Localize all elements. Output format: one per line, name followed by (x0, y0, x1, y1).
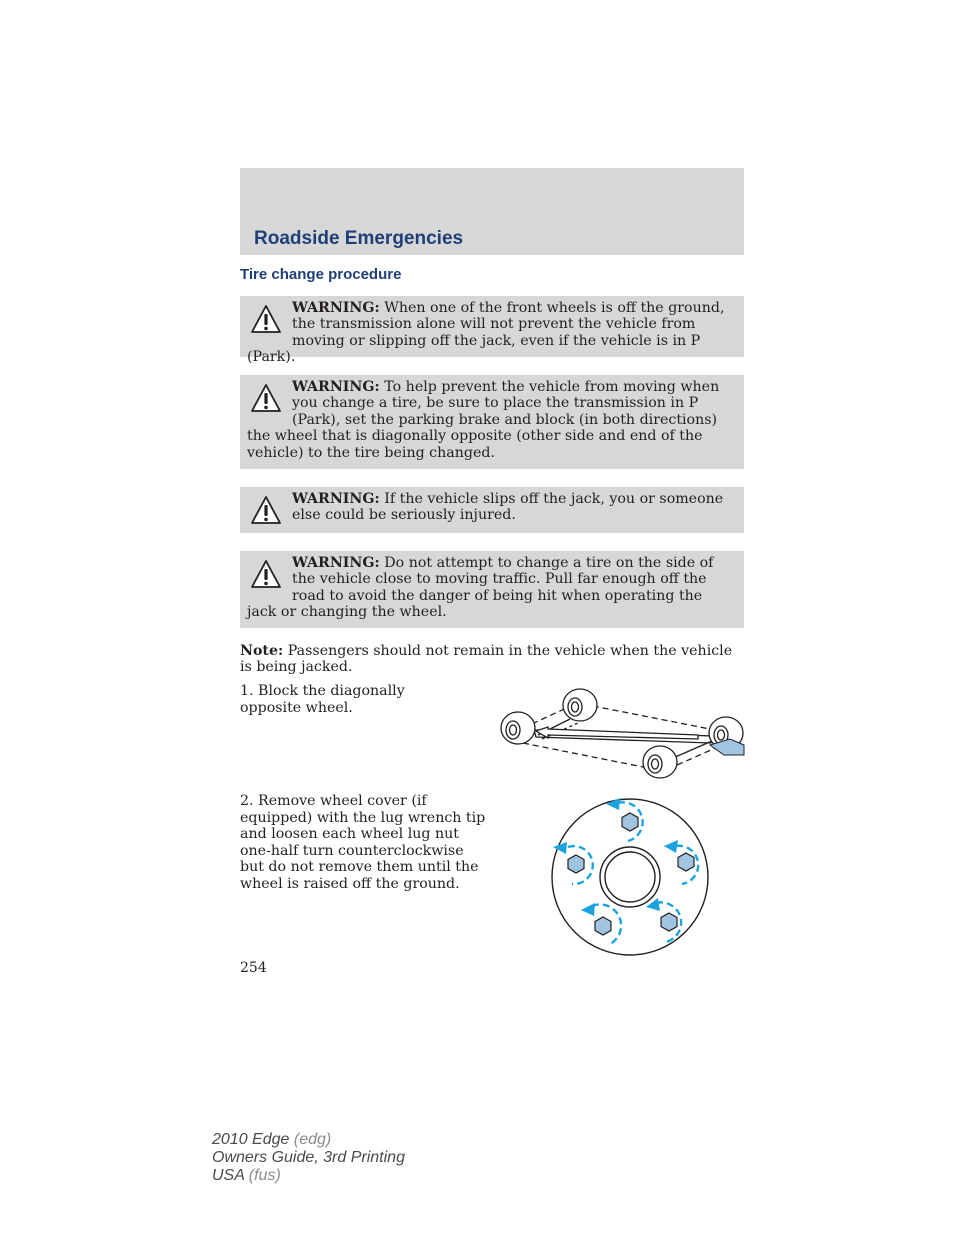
warning-box-1 (240, 296, 744, 366)
page-title: Roadside Emergencies (254, 228, 464, 249)
warning-text: If the vehicle slips off the jack, you or someone else could be seriously injured. (292, 491, 724, 524)
footer-line-3 (212, 1167, 405, 1185)
page-number: 254 (240, 960, 267, 976)
note-label: Note: (240, 643, 284, 659)
warning-triangle-icon (250, 304, 282, 334)
warning-label: WARNING: (292, 555, 380, 571)
lug-nut-loosening-illustration (548, 796, 712, 958)
warning-triangle-icon (250, 383, 282, 413)
step-1-text: 1. Block the diagonally opposite wheel. (240, 683, 405, 716)
wheel-block-illustration (498, 683, 746, 783)
footer-guide: Owners Guide, 3rd Printing (212, 1149, 405, 1166)
footer-line-1 (212, 1131, 405, 1149)
warning-label: WARNING: (292, 300, 380, 316)
warning-box-2 (240, 375, 744, 469)
footer-model-code: (edg) (293, 1131, 332, 1148)
warning-triangle-icon (250, 559, 282, 589)
footer-region: USA (212, 1167, 245, 1184)
warning-text: Do not attempt to change a tire on the side of the vehicle close to moving traffic. Pull far enough off the road to avoid the danger of being hit when operating the jack or changing the wheel. (247, 555, 714, 621)
footer-region-code: (fus) (248, 1167, 281, 1184)
note-paragraph (240, 643, 740, 676)
note-text: Passengers should not remain in the vehicle when the vehicle is being jacked. (240, 643, 733, 676)
warning-text: When one of the front wheels is off the ground, the transmission alone will not prevent the vehicle from moving or slipping off the jack, even if the vehicle is in P (Park). (247, 300, 725, 366)
section-header-bar (240, 168, 744, 255)
warning-box-3 (240, 487, 744, 533)
section-title: Tire change procedure (240, 266, 402, 283)
document-footer (212, 1131, 405, 1185)
warning-label: WARNING: (292, 379, 380, 395)
warning-label: WARNING: (292, 491, 380, 507)
step-2-text: 2. Remove wheel cover (if equipped) with the lug wrench tip and loosen each wheel lug nut one-half turn counterclockwise but do not remove them until the wheel is raised off the ground. (240, 793, 486, 892)
warning-text: To help prevent the vehicle from moving when you change a tire, be sure to place the transmission in P (Park), set the parking brake and block (in both directions) the wheel that is diagonally opposite (other side and end of the vehicle) to the tire being changed. (247, 379, 720, 461)
warning-triangle-icon (250, 495, 282, 525)
warning-box-4 (240, 551, 744, 628)
footer-model: 2010 Edge (212, 1131, 290, 1148)
